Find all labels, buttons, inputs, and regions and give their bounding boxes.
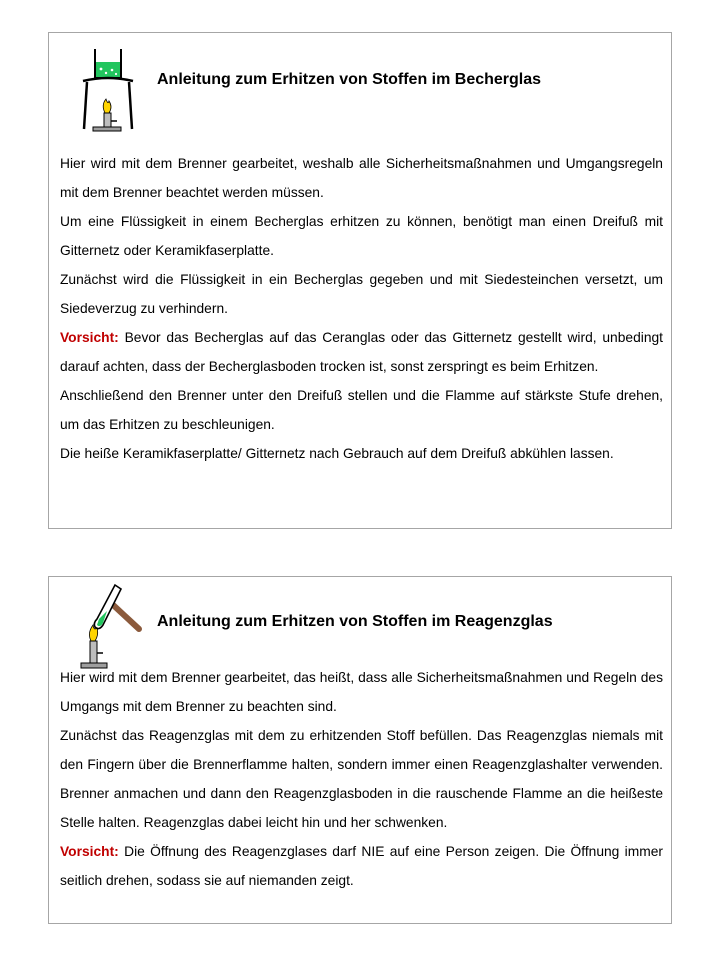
warning-text: Die Öffnung des Reagenzglases darf NIE auf eine Person zeigen. Die Öffnung immer seitlich drehen, sodass sie auf niemanden zeigt.	[60, 844, 663, 888]
paragraph: Zunächst wird die Flüssigkeit in ein Becherglas gegeben und mit Siedesteinchen versetzt, um Siedeverzug zu verhindern.	[60, 272, 663, 316]
card-title: Anleitung zum Erhitzen von Stoffen im Reagenzglas	[157, 613, 553, 630]
beaker-on-tripod-icon	[79, 45, 137, 133]
test-tube-instruction-card	[48, 576, 672, 924]
beaker-instruction-card	[48, 32, 672, 529]
paragraph: Zunächst das Reagenzglas mit dem zu erhitzenden Stoff befüllen. Das Reagenzglas niemals mit den Fingern über die Brennerflamme halten, sondern immer einen Reagenzglashalter verwenden. Brenner anmachen und dann den Reagenzglasboden in die rauschende Flamme an die heißeste Stelle halten. Reagenzglas dabei leicht hin und her schwenken.	[60, 728, 663, 830]
test-tube-over-burner-icon	[77, 581, 153, 673]
paragraph: Anschließend den Brenner unter den Dreifuß stellen und die Flamme auf stärkste Stufe drehen, um das Erhitzen zu beschleunigen.	[60, 388, 663, 432]
card-title: Anleitung zum Erhitzen von Stoffen im Becherglas	[157, 71, 542, 88]
paragraph: Um eine Flüssigkeit in einem Becherglas erhitzen zu können, benötigt man einen Dreifuß mit Gitternetz oder Keramikfaserplatte.	[60, 214, 663, 258]
paragraph: Hier wird mit dem Brenner gearbeitet, weshalb alle Sicherheitsmaßnahmen und Umgangsregeln mit dem Brenner beachtet werden müssen.	[60, 156, 663, 200]
warning-paragraph	[60, 323, 663, 381]
warning-paragraph	[60, 837, 663, 895]
warning-label: Vorsicht:	[60, 844, 119, 859]
warning-text: Bevor das Becherglas auf das Ceranglas oder das Gitternetz gestellt wird, unbedingt darauf achten, dass der Becherglasboden trocken ist, sonst zerspringt es beim Erhitzen.	[60, 330, 663, 374]
card-body	[60, 663, 663, 895]
paragraph: Die heiße Keramikfaserplatte/ Gitternetz nach Gebrauch auf dem Dreifuß abkühlen lassen.	[60, 446, 614, 461]
card-body	[60, 149, 663, 468]
paragraph: Hier wird mit dem Brenner gearbeitet, das heißt, dass alle Sicherheitsmaßnahmen und Regeln des Umgangs mit dem Brenner zu beachten sind.	[60, 670, 663, 714]
warning-label: Vorsicht:	[60, 330, 119, 345]
